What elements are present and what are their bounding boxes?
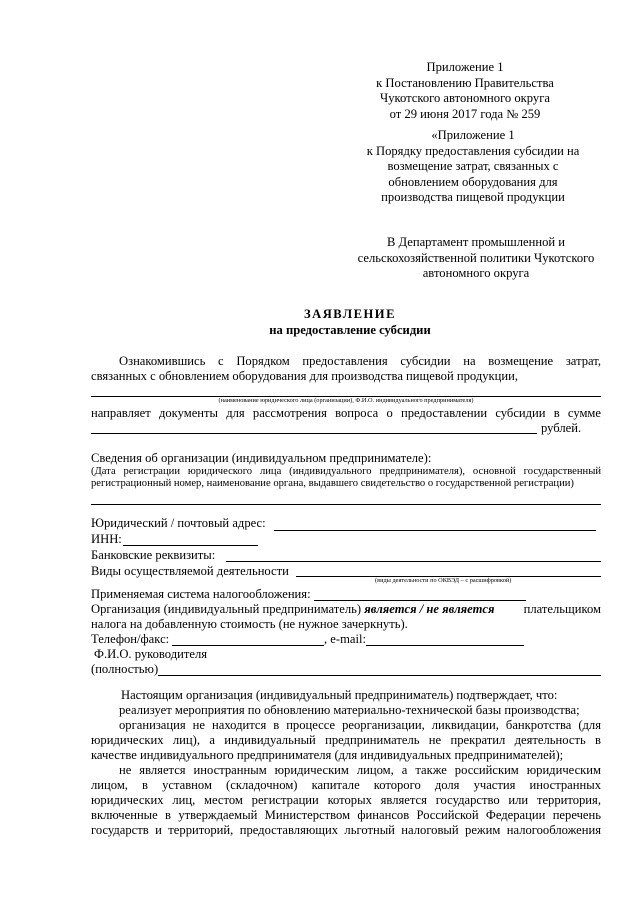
tax-system-field[interactable] <box>314 600 526 601</box>
head-name-field[interactable] <box>158 675 601 676</box>
appendix-order-line: к Порядку предоставления субсидии на <box>366 143 580 158</box>
inn-field[interactable] <box>123 545 258 546</box>
full-name-label: (полностью) <box>91 662 159 676</box>
org-info-hint-1: (Дата регистрации юридического лица (индивидуального предпринимателя), основной государственный <box>91 466 601 477</box>
phone-field[interactable] <box>172 645 324 646</box>
vat-line-2: налога на добавленную стоимость (не нужное зачеркнуть). <box>91 617 408 631</box>
appendix-header-line: к Постановлению Правительства <box>376 75 554 90</box>
confirm-item: юридических лиц), а индивидуальный предприниматель не прекратил деятельность в <box>91 733 601 747</box>
vat-text-part1: Организация (индивидуальный предприниматель) <box>91 602 362 616</box>
address-label: Юридический / почтовый адрес: <box>91 516 266 530</box>
appendix-order-line: «Приложение 1 <box>431 128 515 142</box>
vat-text-part2: плательщиком <box>523 602 601 616</box>
confirm-item: организация не находится в процессе реорганизации, ликвидации, банкротства (для <box>119 718 601 732</box>
confirm-item: юридических лиц, местом регистрации которых является государство или территория, <box>91 793 601 807</box>
confirm-item: реализует мероприятия по обновлению материально-технической базы производства; <box>119 703 580 717</box>
activity-hint: (виды деятельности по ОКВЭД – с расшифровкой) <box>375 577 512 584</box>
addressee-line: В Департамент промышленной и <box>386 235 566 249</box>
appendix-header <box>367 60 563 122</box>
email-label: , e-mail: <box>324 632 366 646</box>
rubles-label: рублей. <box>541 421 582 435</box>
address-field[interactable] <box>274 530 596 531</box>
head-name-label: Ф.И.О. руководителя <box>94 647 208 661</box>
sends-docs-text: направляет документы для рассмотрения вопроса о предоставлении субсидии в сумме <box>91 406 601 420</box>
vat-line-1 <box>91 602 601 617</box>
activity-label: Виды осуществляемой деятельности <box>91 564 289 578</box>
confirm-item: государств и территорий, предоставляющих льготный налоговый режим налогообложения <box>91 823 601 837</box>
document-subtitle: на предоставление субсидии <box>269 323 431 337</box>
addressee-line: сельскохозяйственной политики Чукотского <box>357 250 595 265</box>
confirm-item: качестве индивидуального предпринимателя (для индивидуальных предпринимателей); <box>91 748 564 762</box>
addressee-line: автономного округа <box>422 266 530 280</box>
appendix-order-line: возмещение затрат, связанных с <box>387 159 559 173</box>
appendix-order-line: обновлением оборудования для <box>388 174 558 189</box>
confirm-item: включенные в утверждаемый Министерством финансов Российской Федерации перечень <box>91 808 601 822</box>
bank-field[interactable] <box>226 561 601 562</box>
tax-system-label: Применяемая система налогообложения: <box>91 587 311 601</box>
appendix-header-line: Чукотского автономного округа <box>380 91 550 105</box>
bank-label: Банковские реквизиты: <box>91 548 216 562</box>
amount-underline <box>91 433 537 434</box>
org-info-label: Сведения об организации (индивидуальном предпринимателе): <box>91 451 432 465</box>
confirm-item: лицом, в уставном (складочном) капитале которого доля участия иностранных <box>91 778 601 792</box>
org-name-hint: (наименование юридического лица (организации), Ф.И.О. индивидуального предпринимателя) <box>218 397 474 404</box>
appendix-header-line: Приложение 1 <box>426 60 504 74</box>
appendix-order-line: производства пищевой продукции <box>381 190 565 204</box>
appendix-order <box>358 128 588 206</box>
vat-status-options[interactable]: является / не является <box>364 602 495 616</box>
document-title: ЗАЯВЛЕНИЕ <box>303 307 397 321</box>
intro-line-1: Ознакомившись с Порядком предоставления субсидии на возмещение затрат, <box>119 354 601 368</box>
addressee-block <box>336 235 616 282</box>
confirm-item: не является иностранным юридическим лицом, а также российским юридическим <box>119 763 601 777</box>
appendix-header-line: от 29 июня 2017 года № 259 <box>389 106 541 121</box>
phone-label: Телефон/факс: <box>91 632 170 646</box>
inn-label: ИНН: <box>91 532 122 546</box>
email-field[interactable] <box>366 645 524 646</box>
org-info-hint-2: регистрационный номер, наименование органа, выдавшего свидетельство о государственной регистрации) <box>91 478 574 489</box>
org-info-underline <box>91 504 601 505</box>
confirm-intro: Настоящим организация (индивидуальный предприниматель) подтверждает, что: <box>121 688 558 702</box>
intro-line-2: связанных с обновлением оборудования для производства пищевой продукции, <box>91 369 519 383</box>
